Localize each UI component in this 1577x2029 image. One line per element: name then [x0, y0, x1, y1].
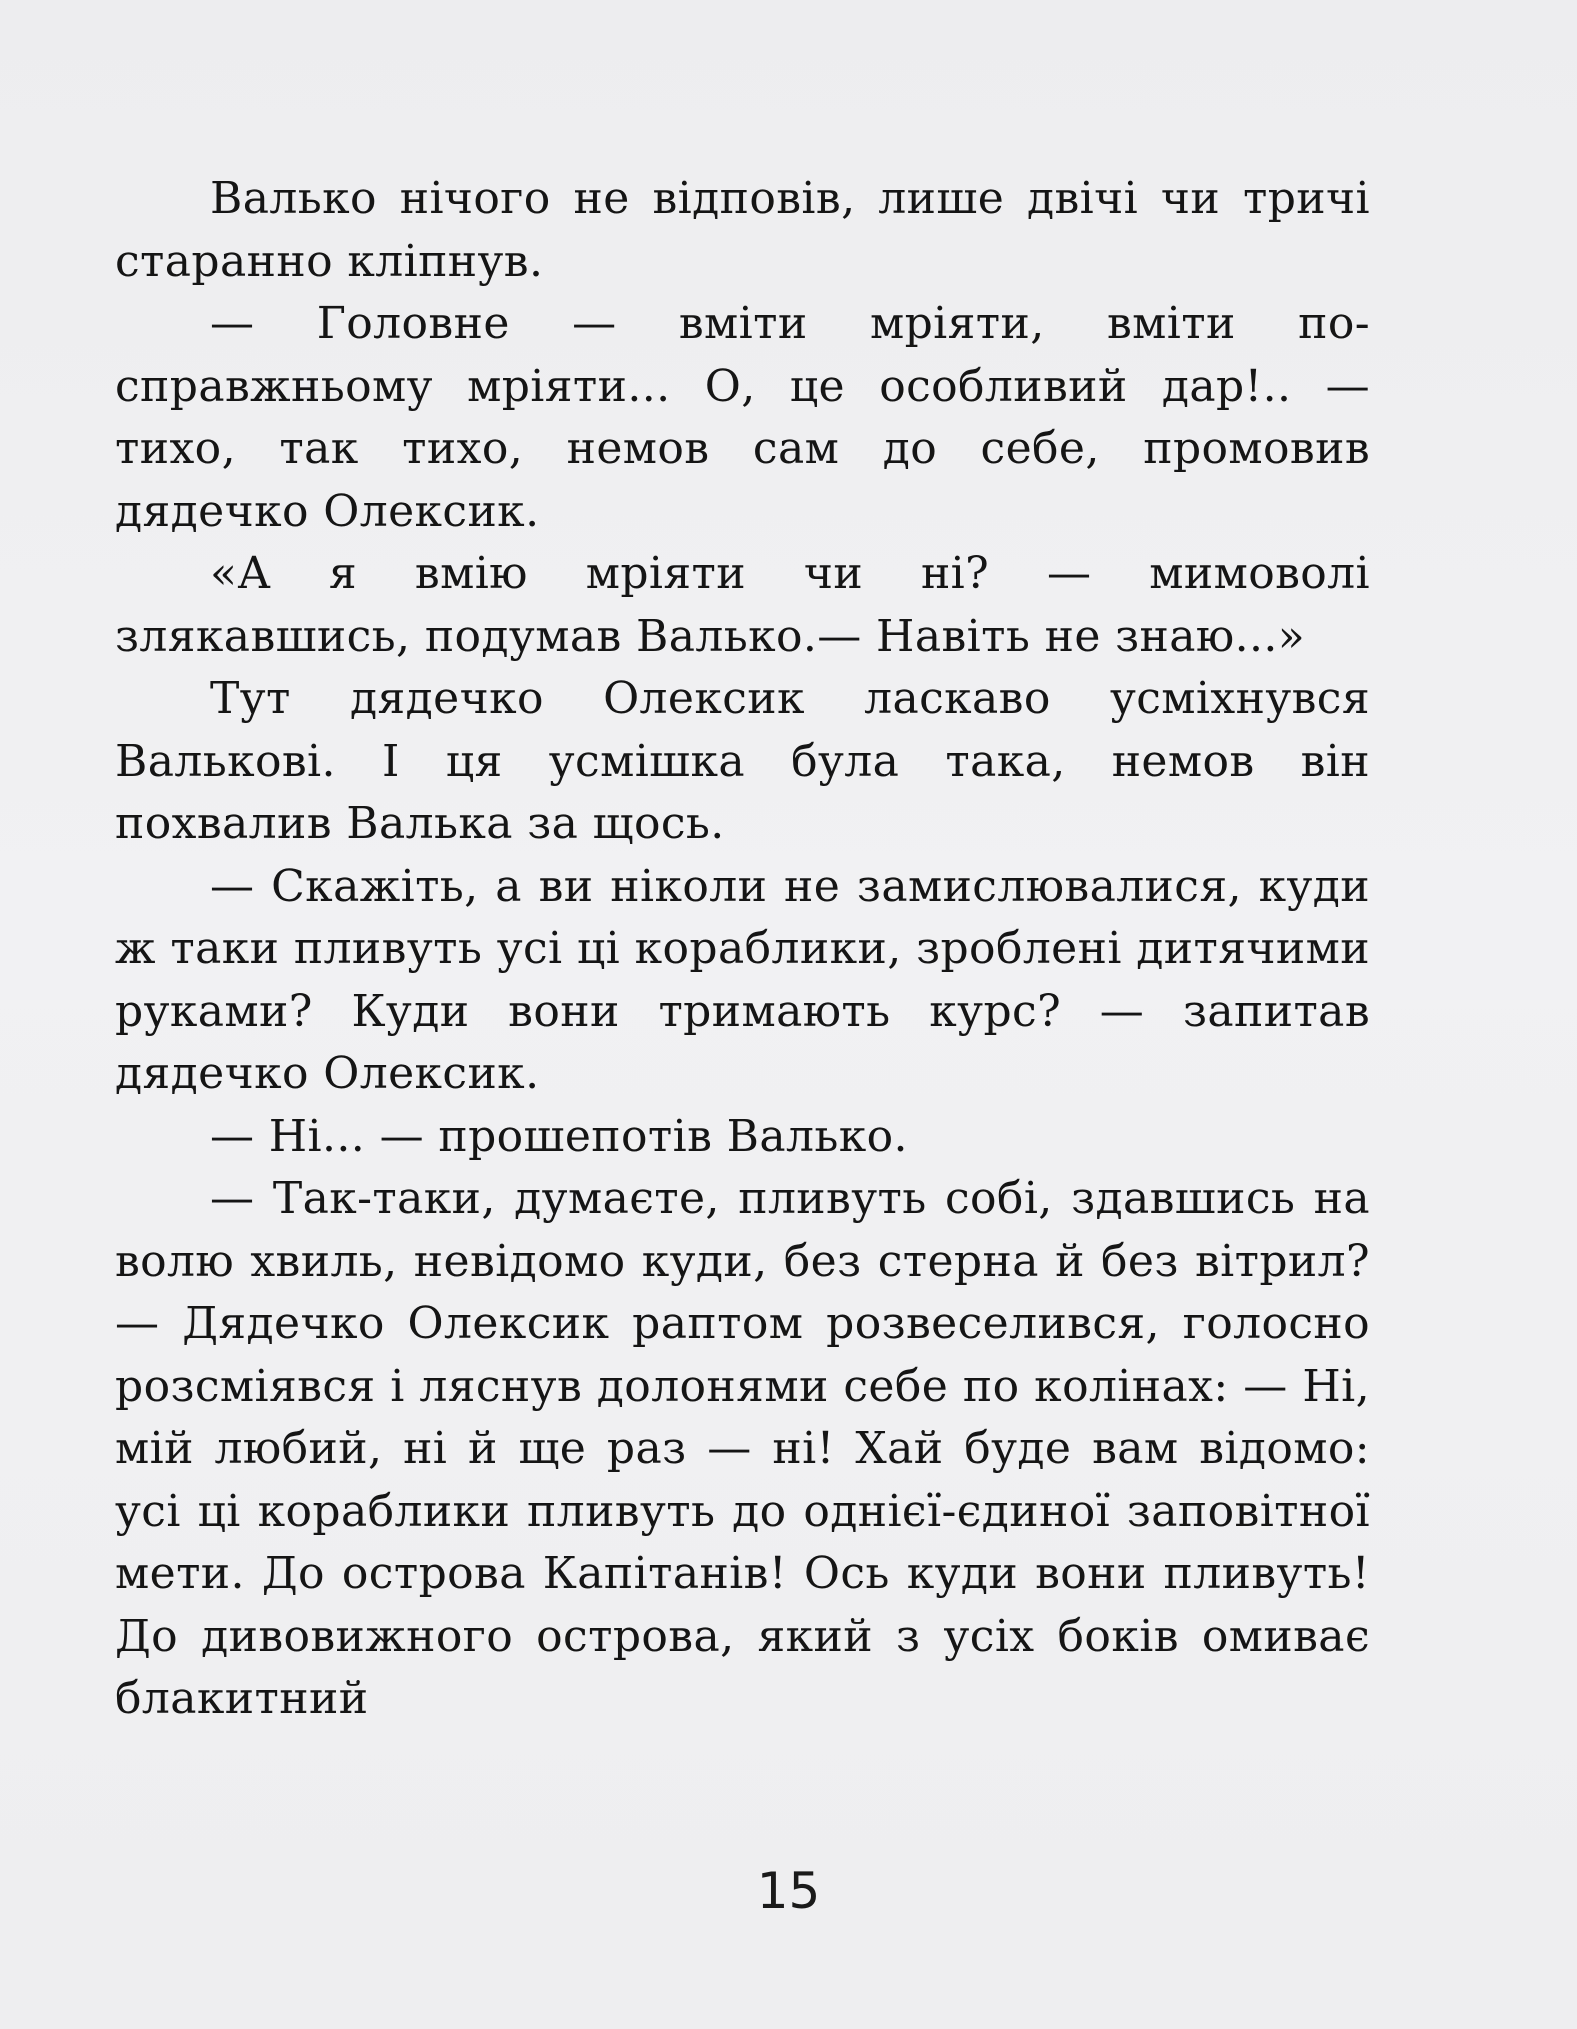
paragraph-3: «А я вмію мріяти чи ні? — мимоволі злякавшись, подумав Валько.— Навіть не знаю...» — [115, 548, 1370, 662]
paragraph-7: — Так-таки, думаєте, пливуть собі, здавшись на волю хвиль, невідомо куди, без стерна й без вітрил? — Дядечко Олексик раптом розвеселився, голосно розсміявся і ляснув долонями себе по колінах: — Ні, мій любий, ні й ще раз — ні! Хай буде вам відомо: усі ці кораблики пливуть до однієї-єдиної заповітної мети. До острова Капітанів! Ось куди вони пливуть! До дивовижного острова, який з усіх боків омиває блакитний — [115, 1173, 1370, 1724]
paragraph-6: — Ні... — прошепотів Валько. — [210, 1110, 908, 1162]
paragraph-1: Валько нічого не відповів, лише двічі чи тричі старанно кліпнув. — [115, 173, 1370, 287]
page-number: 15 — [756, 1862, 821, 1920]
paragraph-5: — Скажіть, а ви ніколи не замислювалися, куди ж таки пливуть усі ці кораблики, зроблені дитячими руками? Куди вони тримають курс? — запитав дядечко Олексик. — [115, 860, 1370, 1099]
paragraph-4: Тут дядечко Олексик ласкаво усміхнувся Валькові. І ця усмішка була така, немов він похвалив Валька за щось. — [115, 673, 1370, 849]
body-text — [115, 168, 1370, 1731]
paragraph-2: — Головне — вміти мріяти, вміти по-справжньому мріяти... О, це особливий дар!.. — тихо, так тихо, немов сам до себе, промовив дядечко Олексик. — [115, 298, 1370, 537]
